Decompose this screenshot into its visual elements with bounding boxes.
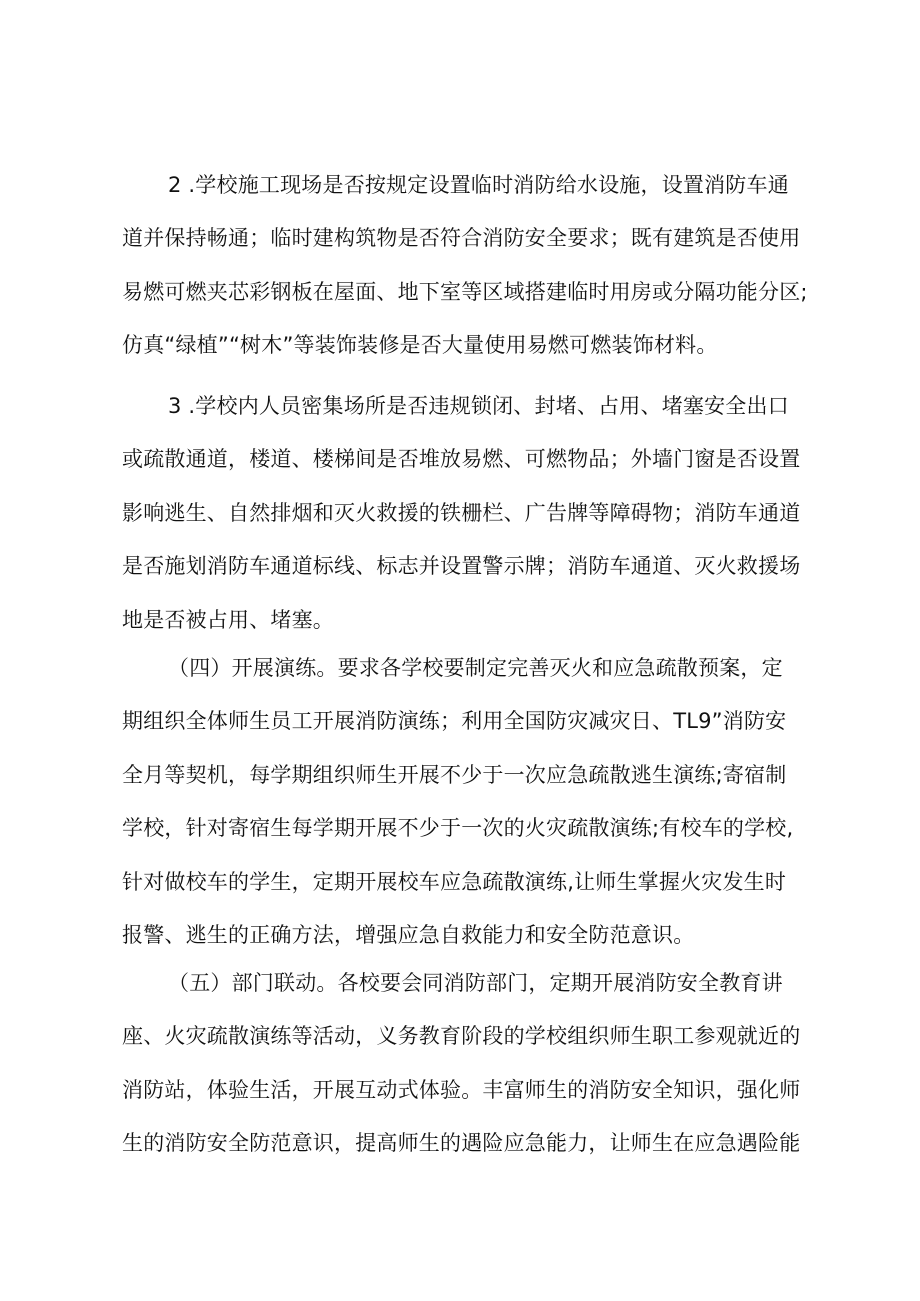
text-line: 生的消防安全防范意识，提高师生的遇险应急能力，让师生在应急遇险能 bbox=[122, 1131, 801, 1156]
text-line: 仿真“绿植”“树木”等装饰装修是否大量使用易燃可燃装饰材料。 bbox=[122, 333, 718, 358]
text-line: 易燃可燃夹芯彩钢板在屋面、地下室等区域搭建临时用房或分隔功能分区; bbox=[122, 279, 808, 304]
text-line: 全月等契机，每学期组织师生开展不少于一次应急疏散逃生演练;寄宿制 bbox=[122, 762, 787, 787]
text-line: 报警、逃生的正确方法，增强应急自救能力和安全防范意识。 bbox=[122, 923, 695, 948]
text-line: （五）部门联动。各校要会同消防部门，定期开展消防安全教育讲 bbox=[168, 971, 783, 995]
text-line: （四）开展演练。要求各学校要制定完善灭火和应急疏散预案，定 bbox=[168, 656, 783, 680]
text-line: 针对做校车的学生，定期开展校车应急疏散演练,让师生掌握火灾发生时 bbox=[122, 869, 787, 894]
text-line: 或疏散通道，楼道、楼梯间是否堆放易燃、可燃物品；外墙门窗是否设置 bbox=[122, 447, 801, 472]
text-line: 期组织全体师生员工开展消防演练；利用全国防灾减灾日、TL9”消防安 bbox=[122, 709, 787, 734]
text-line: 学校，针对寄宿生每学期开展不少于一次的火灾疏散演练;有校车的学校, bbox=[122, 816, 794, 841]
text-line: 地是否被占用、堵塞。 bbox=[122, 607, 334, 632]
text-line: 影响逃生、自然排烟和灭火救援的铁栅栏、广告牌等障碍物；消防车通道 bbox=[122, 500, 801, 525]
text-line: 是否施划消防车通道标线、标志并设置警示牌；消防车通道、灭火救援场 bbox=[122, 554, 801, 579]
text-line: 消防站，体验生活，开展互动式体验。丰富师生的消防安全知识，强化师 bbox=[122, 1077, 801, 1102]
paragraph-drills bbox=[122, 642, 793, 962]
paragraph-department-linkage bbox=[122, 957, 800, 1171]
text-line: 座、火灾疏散演练等活动，义务教育阶段的学校组织师生职工参观就近的 bbox=[122, 1024, 801, 1049]
text-line: 3 .学校内人员密集场所是否违规锁闭、封堵、占用、堵塞安全出口 bbox=[168, 394, 789, 418]
paragraph-construction-site-check bbox=[122, 159, 808, 373]
text-line: 道并保持畅通；临时建构筑物是否符合消防安全要求；既有建筑是否使用 bbox=[122, 226, 801, 251]
text-line: 2 .学校施工现场是否按规定设置临时消防给水设施，设置消防车通 bbox=[168, 173, 789, 197]
paragraph-crowded-places-check bbox=[122, 380, 800, 647]
